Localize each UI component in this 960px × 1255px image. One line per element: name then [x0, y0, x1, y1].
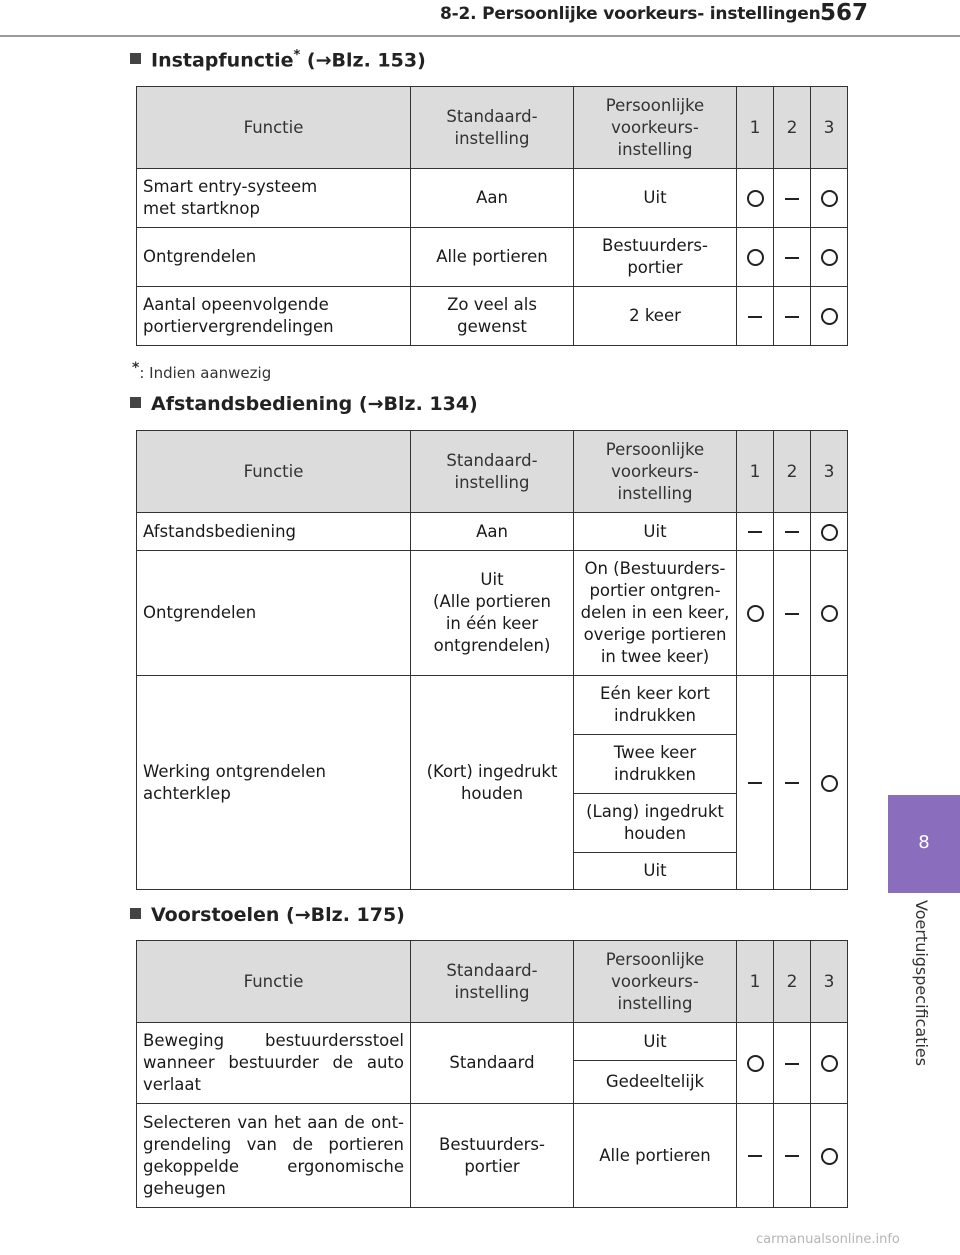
watermark: carmanualsonline.info	[756, 1232, 900, 1247]
col-header-persoonlijk: Persoonlijke voorkeurs- instelling	[574, 431, 737, 513]
dash-mark-icon	[748, 1155, 762, 1157]
col-header-3: 3	[811, 431, 848, 513]
cell-mark-2	[774, 513, 811, 551]
chapter-side-label	[912, 900, 936, 1100]
col-header-functie: Functie	[137, 431, 411, 513]
cell-mark-1	[737, 513, 774, 551]
table-instapfunctie	[136, 86, 848, 346]
circle-mark-icon	[821, 308, 838, 325]
header-divider	[0, 35, 960, 37]
section-heading-voorstoelen	[130, 904, 405, 926]
col-header-standaard: Standaard- instelling	[411, 431, 574, 513]
circle-mark-icon	[821, 775, 838, 792]
cell-option: Twee keer indrukken	[574, 735, 737, 794]
cell-mark-2	[774, 228, 811, 287]
circle-mark-icon	[747, 605, 764, 622]
footnote-mark: *	[132, 360, 140, 376]
cell-standaard: Alle portieren	[411, 228, 574, 287]
cell-mark-2	[774, 551, 811, 676]
cell-mark-1	[737, 287, 774, 346]
cell-mark-2	[774, 676, 811, 890]
cell-mark-1	[737, 1023, 774, 1104]
circle-mark-icon	[747, 1055, 764, 1072]
dash-mark-icon	[785, 1155, 799, 1157]
circle-mark-icon	[821, 190, 838, 207]
cell-standaard: Aan	[411, 513, 574, 551]
chapter-number: 8	[918, 832, 930, 853]
circle-mark-icon	[821, 524, 838, 541]
cell-mark-3	[811, 169, 848, 228]
dash-mark-icon	[785, 613, 799, 615]
dash-mark-icon	[785, 257, 799, 259]
section-page-ref: (→Blz. 175)	[286, 904, 405, 926]
section-page-ref: (→Blz. 134)	[358, 393, 478, 415]
circle-mark-icon	[747, 249, 764, 266]
cell-standaard: Zo veel als gewenst	[411, 287, 574, 346]
footnote-text: : Indien aanwezig	[139, 364, 272, 382]
circle-mark-icon	[821, 1148, 838, 1165]
cell-mark-1	[737, 1104, 774, 1208]
col-header-2: 2	[774, 87, 811, 169]
cell-functie: Ontgrendelen	[137, 551, 411, 676]
asterisk-mark: *	[293, 48, 301, 63]
dash-mark-icon	[785, 782, 799, 784]
cell-functie: Beweging bestuurdersstoel wanneer bestuurder de auto verlaat	[137, 1023, 411, 1104]
cell-mark-3	[811, 676, 848, 890]
cell-option: (Lang) ingedrukt houden	[574, 794, 737, 853]
page-number: 567	[820, 0, 869, 26]
cell-functie: Afstandsbediening	[137, 513, 411, 551]
col-header-functie: Functie	[137, 941, 411, 1023]
dash-mark-icon	[785, 1063, 799, 1065]
dash-mark-icon	[785, 531, 799, 533]
section-bullet-icon	[130, 397, 141, 408]
table-row	[137, 169, 848, 228]
section-heading-afstandsbediening	[130, 393, 478, 415]
cell-functie: Aantal opeenvolgende portiervergrendelingen	[137, 287, 411, 346]
cell-mark-3	[811, 287, 848, 346]
col-header-2: 2	[774, 431, 811, 513]
cell-standaard: Standaard	[411, 1023, 574, 1104]
table-header-row	[137, 941, 848, 1023]
col-header-3: 3	[811, 941, 848, 1023]
cell-mark-2	[774, 169, 811, 228]
table-row	[137, 676, 848, 735]
cell-mark-3	[811, 228, 848, 287]
section-page-ref: (→Blz. 153)	[306, 49, 426, 72]
col-header-persoonlijk: Persoonlijke voorkeurs- instelling	[574, 87, 737, 169]
section-title: Afstandsbediening	[151, 393, 353, 415]
col-header-functie: Functie	[137, 87, 411, 169]
cell-mark-2	[774, 1104, 811, 1208]
cell-option: Gedeeltelijk	[574, 1061, 737, 1104]
cell-functie: Smart entry-systeem met startknop	[137, 169, 411, 228]
cell-mark-1	[737, 228, 774, 287]
dash-mark-icon	[748, 531, 762, 533]
cell-standaard: Uit (Alle portieren in één keer ontgrendelen)	[411, 551, 574, 676]
cell-option: Uit	[574, 1023, 737, 1061]
cell-persoonlijk: Uit	[574, 169, 737, 228]
cell-persoonlijk: 2 keer	[574, 287, 737, 346]
cell-standaard: (Kort) ingedrukt houden	[411, 676, 574, 890]
cell-mark-2	[774, 287, 811, 346]
col-header-2: 2	[774, 941, 811, 1023]
cell-option: Uit	[574, 853, 737, 890]
cell-mark-3	[811, 1023, 848, 1104]
dash-mark-icon	[785, 316, 799, 318]
col-header-3: 3	[811, 87, 848, 169]
section-title: Voorstoelen	[151, 904, 280, 926]
dash-mark-icon	[748, 782, 762, 784]
cell-option: Eén keer kort indrukken	[574, 676, 737, 735]
section-title: Instapfunctie	[151, 49, 294, 72]
table-row	[137, 1104, 848, 1208]
col-header-persoonlijk: Persoonlijke voorkeurs- instelling	[574, 941, 737, 1023]
section-heading-instapfunctie	[130, 48, 426, 71]
section-bullet-icon	[130, 908, 141, 919]
chapter-title: Voertuigspecificaties	[912, 900, 931, 1067]
table-header-row	[137, 431, 848, 513]
table-voorstoelen	[136, 940, 848, 1208]
cell-mark-3	[811, 1104, 848, 1208]
table-row	[137, 228, 848, 287]
table-row	[137, 513, 848, 551]
cell-standaard: Bestuurders- portier	[411, 1104, 574, 1208]
col-header-1: 1	[737, 431, 774, 513]
table-row	[137, 551, 848, 676]
col-header-1: 1	[737, 941, 774, 1023]
cell-persoonlijk: Bestuurders- portier	[574, 228, 737, 287]
cell-mark-1	[737, 169, 774, 228]
circle-mark-icon	[821, 1055, 838, 1072]
table-afstandsbediening	[136, 430, 848, 890]
table-row	[137, 287, 848, 346]
table-row	[137, 1023, 848, 1061]
cell-mark-2	[774, 1023, 811, 1104]
cell-mark-3	[811, 551, 848, 676]
cell-persoonlijk: Uit	[574, 513, 737, 551]
cell-functie: Werking ontgrendelen achterklep	[137, 676, 411, 890]
col-header-standaard: Standaard- instelling	[411, 941, 574, 1023]
table-header-row	[137, 87, 848, 169]
circle-mark-icon	[821, 249, 838, 266]
circle-mark-icon	[747, 190, 764, 207]
section-bullet-icon	[130, 53, 141, 64]
cell-persoonlijk: Alle portieren	[574, 1104, 737, 1208]
cell-functie: Ontgrendelen	[137, 228, 411, 287]
dash-mark-icon	[785, 198, 799, 200]
cell-mark-1	[737, 551, 774, 676]
dash-mark-icon	[748, 316, 762, 318]
cell-standaard: Aan	[411, 169, 574, 228]
cell-persoonlijk: On (Bestuurders- portier ontgren- delen in een keer, overige portieren in twee keer)	[574, 551, 737, 676]
circle-mark-icon	[821, 605, 838, 622]
footnote	[132, 360, 271, 382]
cell-mark-1	[737, 676, 774, 890]
cell-functie: Selecteren van het aan de ont-grendeling van de portieren gekoppelde ergonomische geheugen	[137, 1104, 411, 1208]
col-header-standaard: Standaard- instelling	[411, 87, 574, 169]
header-section-title: 8-2. Persoonlijke voorkeurs- instellingen	[440, 4, 821, 24]
col-header-1: 1	[737, 87, 774, 169]
cell-mark-3	[811, 513, 848, 551]
